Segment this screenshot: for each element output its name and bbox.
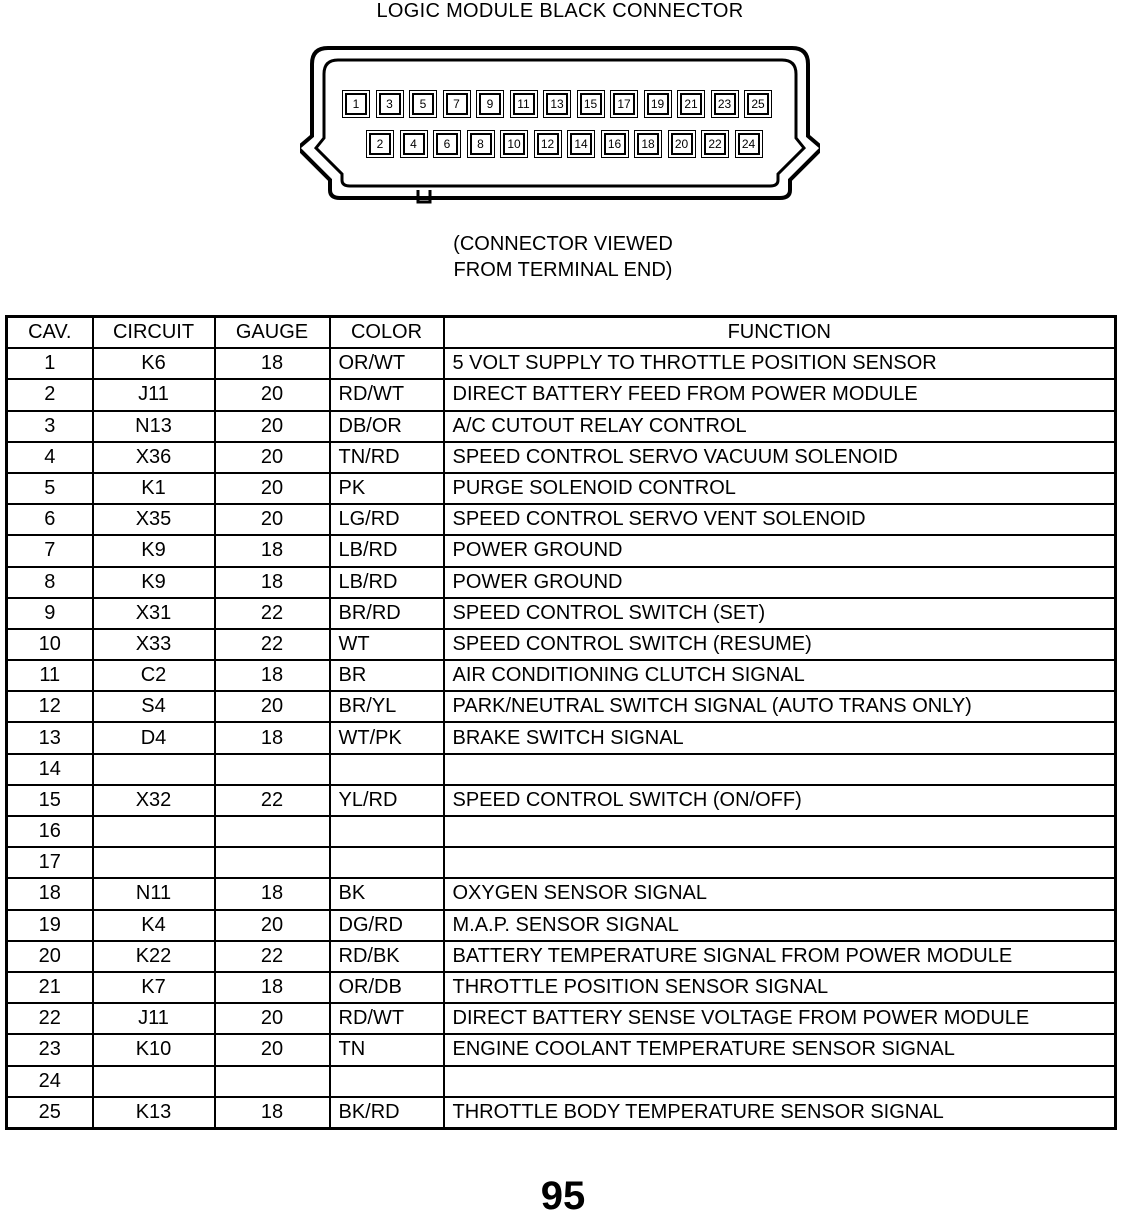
- cell-color: OR/DB: [330, 972, 444, 1003]
- connector-pin: 13: [546, 93, 568, 115]
- cell-cav: 7: [7, 535, 93, 566]
- cell-gauge: 18: [215, 348, 330, 379]
- cell-circuit: K10: [93, 1034, 215, 1065]
- caption-line-1: (CONNECTOR VIEWED: [453, 233, 673, 255]
- cell-color: OR/WT: [330, 348, 444, 379]
- table-row: [7, 598, 1116, 629]
- connector-pin: 3: [379, 93, 401, 115]
- cell-gauge: [215, 754, 330, 785]
- cell-gauge: 22: [215, 629, 330, 660]
- header-function: FUNCTION: [444, 317, 1116, 349]
- cell-circuit: D4: [93, 722, 215, 753]
- cell-cav: 3: [7, 411, 93, 442]
- cell-function: [444, 816, 1116, 847]
- cell-cav: 10: [7, 629, 93, 660]
- cell-gauge: [215, 847, 330, 878]
- cell-function: OXYGEN SENSOR SIGNAL: [444, 878, 1116, 909]
- cell-color: BK/RD: [330, 1097, 444, 1129]
- cell-circuit: K7: [93, 972, 215, 1003]
- cell-color: DG/RD: [330, 910, 444, 941]
- table-row: [7, 691, 1116, 722]
- table-row: [7, 660, 1116, 691]
- cell-color: [330, 754, 444, 785]
- cell-function: A/C CUTOUT RELAY CONTROL: [444, 411, 1116, 442]
- cell-function: BATTERY TEMPERATURE SIGNAL FROM POWER MODULE: [444, 941, 1116, 972]
- cell-function: BRAKE SWITCH SIGNAL: [444, 722, 1116, 753]
- cell-gauge: 22: [215, 598, 330, 629]
- table-row: [7, 878, 1116, 909]
- connector-pin: 18: [637, 133, 659, 155]
- connector-pin: 19: [647, 93, 669, 115]
- cell-circuit: K22: [93, 941, 215, 972]
- cell-function: THROTTLE POSITION SENSOR SIGNAL: [444, 972, 1116, 1003]
- cell-gauge: 20: [215, 379, 330, 410]
- connector-pin: 20: [671, 133, 693, 155]
- cell-cav: 20: [7, 941, 93, 972]
- cell-gauge: 18: [215, 567, 330, 598]
- cell-function: ENGINE COOLANT TEMPERATURE SENSOR SIGNAL: [444, 1034, 1116, 1065]
- cell-circuit: X36: [93, 442, 215, 473]
- table-row: [7, 941, 1116, 972]
- cell-color: LB/RD: [330, 535, 444, 566]
- table-row: [7, 910, 1116, 941]
- pin-row-top: [345, 93, 769, 115]
- table-row: [7, 567, 1116, 598]
- cell-circuit: K9: [93, 567, 215, 598]
- cell-function: SPEED CONTROL SERVO VACUUM SOLENOID: [444, 442, 1116, 473]
- connector-pin: 25: [747, 93, 769, 115]
- cell-circuit: N13: [93, 411, 215, 442]
- cell-cav: 23: [7, 1034, 93, 1065]
- table-row: [7, 785, 1116, 816]
- cell-gauge: 18: [215, 972, 330, 1003]
- cell-circuit: [93, 847, 215, 878]
- connector-title: LOGIC MODULE BLACK CONNECTOR: [376, 0, 744, 22]
- cell-circuit: C2: [93, 660, 215, 691]
- cell-cav: 11: [7, 660, 93, 691]
- table-row: [7, 722, 1116, 753]
- cell-color: TN: [330, 1034, 444, 1065]
- header-circuit: CIRCUIT: [93, 317, 215, 349]
- cell-gauge: 22: [215, 941, 330, 972]
- cell-function: POWER GROUND: [444, 567, 1116, 598]
- table-row: [7, 1034, 1116, 1065]
- cell-circuit: N11: [93, 878, 215, 909]
- connector-caption: [0, 231, 1126, 283]
- cell-function: M.A.P. SENSOR SIGNAL: [444, 910, 1116, 941]
- cell-gauge: 20: [215, 473, 330, 504]
- table-row: [7, 504, 1116, 535]
- cell-function: DIRECT BATTERY FEED FROM POWER MODULE: [444, 379, 1116, 410]
- cell-color: YL/RD: [330, 785, 444, 816]
- connector-pin: 22: [704, 133, 726, 155]
- cell-color: BK: [330, 878, 444, 909]
- cell-circuit: S4: [93, 691, 215, 722]
- cell-cav: 17: [7, 847, 93, 878]
- connector-outline: [300, 40, 820, 210]
- caption-line-2: FROM TERMINAL END): [453, 259, 673, 281]
- connector-pin: 16: [604, 133, 626, 155]
- pinout-table: [5, 315, 1117, 1130]
- pin-row-bottom: [369, 133, 760, 155]
- cell-circuit: K1: [93, 473, 215, 504]
- cell-circuit: J11: [93, 1003, 215, 1034]
- header-cav: CAV.: [7, 317, 93, 349]
- connector-pin: 8: [470, 133, 492, 155]
- cell-gauge: 18: [215, 660, 330, 691]
- table-row: [7, 442, 1116, 473]
- cell-circuit: X32: [93, 785, 215, 816]
- cell-color: WT: [330, 629, 444, 660]
- cell-color: PK: [330, 473, 444, 504]
- cell-cav: 24: [7, 1066, 93, 1097]
- cell-cav: 5: [7, 473, 93, 504]
- header-gauge: GAUGE: [215, 317, 330, 349]
- table-row: [7, 348, 1116, 379]
- cell-gauge: [215, 1066, 330, 1097]
- connector-pin: 7: [446, 93, 468, 115]
- cell-gauge: 20: [215, 442, 330, 473]
- cell-color: [330, 847, 444, 878]
- cell-function: [444, 754, 1116, 785]
- cell-function: AIR CONDITIONING CLUTCH SIGNAL: [444, 660, 1116, 691]
- cell-color: WT/PK: [330, 722, 444, 753]
- connector-pin: 10: [503, 133, 525, 155]
- cell-function: DIRECT BATTERY SENSE VOLTAGE FROM POWER MODULE: [444, 1003, 1116, 1034]
- cell-circuit: K9: [93, 535, 215, 566]
- cell-color: [330, 816, 444, 847]
- connector-pin: 9: [479, 93, 501, 115]
- cell-circuit: X35: [93, 504, 215, 535]
- cell-circuit: X31: [93, 598, 215, 629]
- cell-function: SPEED CONTROL SWITCH (SET): [444, 598, 1116, 629]
- connector-pin: 1: [345, 93, 367, 115]
- cell-circuit: [93, 816, 215, 847]
- cell-cav: 16: [7, 816, 93, 847]
- cell-function: PARK/NEUTRAL SWITCH SIGNAL (AUTO TRANS ONLY): [444, 691, 1116, 722]
- cell-gauge: 20: [215, 691, 330, 722]
- cell-function: PURGE SOLENOID CONTROL: [444, 473, 1116, 504]
- connector-pin: 11: [513, 93, 535, 115]
- table-row: [7, 629, 1116, 660]
- cell-function: SPEED CONTROL SWITCH (RESUME): [444, 629, 1116, 660]
- page-number: 95: [540, 1174, 586, 1218]
- cell-cav: 18: [7, 878, 93, 909]
- cell-color: TN/RD: [330, 442, 444, 473]
- cell-cav: 2: [7, 379, 93, 410]
- cell-cav: 8: [7, 567, 93, 598]
- cell-cav: 1: [7, 348, 93, 379]
- table-row: [7, 473, 1116, 504]
- table-row: [7, 1066, 1116, 1097]
- cell-color: DB/OR: [330, 411, 444, 442]
- cell-cav: 22: [7, 1003, 93, 1034]
- cell-color: [330, 1066, 444, 1097]
- cell-gauge: 20: [215, 411, 330, 442]
- cell-circuit: K4: [93, 910, 215, 941]
- cell-gauge: 18: [215, 722, 330, 753]
- cell-circuit: J11: [93, 379, 215, 410]
- cell-color: RD/BK: [330, 941, 444, 972]
- table-row: [7, 847, 1116, 878]
- cell-cav: 25: [7, 1097, 93, 1129]
- table-row: [7, 972, 1116, 1003]
- connector-pin: 4: [403, 133, 425, 155]
- cell-color: BR: [330, 660, 444, 691]
- table-row: [7, 379, 1116, 410]
- cell-cav: 19: [7, 910, 93, 941]
- cell-color: BR/YL: [330, 691, 444, 722]
- cell-cav: 12: [7, 691, 93, 722]
- cell-color: RD/WT: [330, 379, 444, 410]
- cell-gauge: 20: [215, 910, 330, 941]
- cell-circuit: [93, 1066, 215, 1097]
- cell-gauge: 20: [215, 504, 330, 535]
- cell-color: LG/RD: [330, 504, 444, 535]
- cell-gauge: 22: [215, 785, 330, 816]
- cell-function: 5 VOLT SUPPLY TO THROTTLE POSITION SENSOR: [444, 348, 1116, 379]
- connector-pin: 14: [570, 133, 592, 155]
- cell-cav: 15: [7, 785, 93, 816]
- cell-color: BR/RD: [330, 598, 444, 629]
- connector-pin: 2: [369, 133, 391, 155]
- cell-gauge: [215, 816, 330, 847]
- cell-function: SPEED CONTROL SWITCH (ON/OFF): [444, 785, 1116, 816]
- table-row: [7, 535, 1116, 566]
- table-row: [7, 411, 1116, 442]
- cell-gauge: 18: [215, 535, 330, 566]
- cell-function: [444, 1066, 1116, 1097]
- connector-pin: 6: [436, 133, 458, 155]
- cell-circuit: K13: [93, 1097, 215, 1129]
- cell-function: THROTTLE BODY TEMPERATURE SENSOR SIGNAL: [444, 1097, 1116, 1129]
- table-row: [7, 1003, 1116, 1034]
- table-row: [7, 1097, 1116, 1129]
- cell-color: LB/RD: [330, 567, 444, 598]
- cell-function: SPEED CONTROL SERVO VENT SOLENOID: [444, 504, 1116, 535]
- cell-cav: 9: [7, 598, 93, 629]
- connector-diagram: [300, 40, 820, 210]
- connector-pin: 21: [680, 93, 702, 115]
- connector-pin: 23: [714, 93, 736, 115]
- connector-pin: 12: [537, 133, 559, 155]
- table-header-row: [7, 317, 1116, 349]
- table-row: [7, 816, 1116, 847]
- cell-function: POWER GROUND: [444, 535, 1116, 566]
- cell-circuit: K6: [93, 348, 215, 379]
- cell-cav: 14: [7, 754, 93, 785]
- cell-cav: 4: [7, 442, 93, 473]
- cell-cav: 21: [7, 972, 93, 1003]
- cell-cav: 6: [7, 504, 93, 535]
- header-color: COLOR: [330, 317, 444, 349]
- connector-pin: 24: [738, 133, 760, 155]
- cell-circuit: X33: [93, 629, 215, 660]
- table-row: [7, 754, 1116, 785]
- cell-gauge: 18: [215, 878, 330, 909]
- cell-cav: 13: [7, 722, 93, 753]
- connector-pin: 15: [580, 93, 602, 115]
- cell-circuit: [93, 754, 215, 785]
- cell-function: [444, 847, 1116, 878]
- cell-gauge: 18: [215, 1097, 330, 1129]
- connector-pin: 17: [613, 93, 635, 115]
- cell-gauge: 20: [215, 1003, 330, 1034]
- connector-pin: 5: [412, 93, 434, 115]
- cell-color: RD/WT: [330, 1003, 444, 1034]
- cell-gauge: 20: [215, 1034, 330, 1065]
